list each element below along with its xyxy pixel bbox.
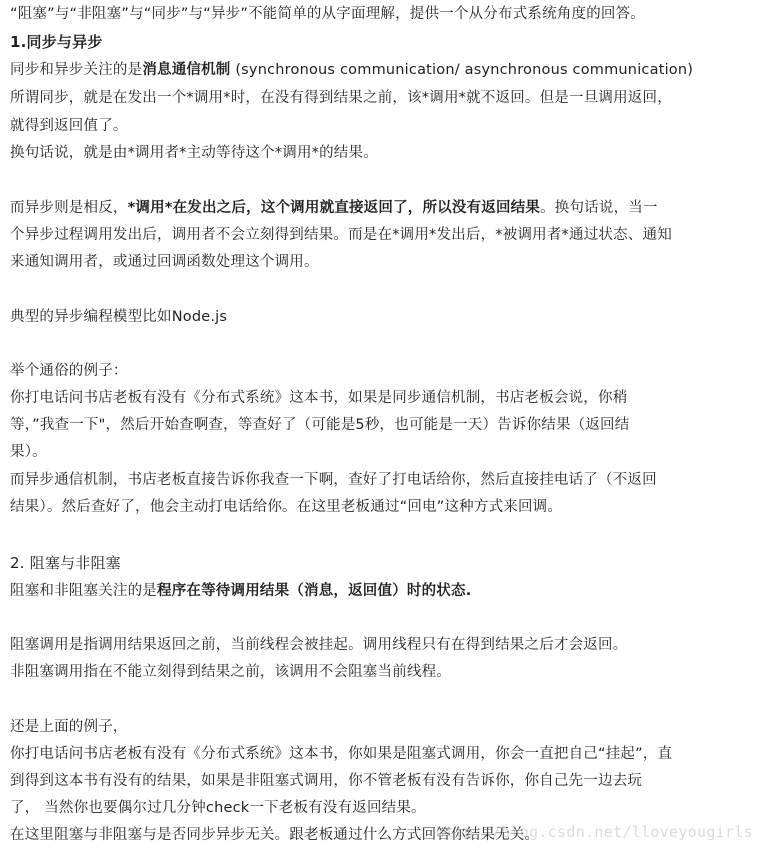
paragraph-line: 就得到返回值了。 — [10, 118, 128, 134]
paragraph-line: 而异步通信机制，书店老板直接告诉你我查一下啊，查好了打电话给你，然后直接挂电话了（不返回 — [10, 472, 657, 488]
text-span: 阻塞和非阻塞关注的是 — [10, 583, 157, 599]
paragraph-line — [10, 60, 693, 80]
text-span: 而异步则是相反， — [10, 200, 128, 216]
paragraph-line — [10, 581, 471, 601]
paragraph-line: 来通知调用者，或通过回调函数处理这个调用。 — [10, 254, 319, 270]
text-span: 。换句话说，当一 — [540, 200, 658, 216]
paragraph-line: 在这里阻塞与非阻塞与是否同步异步无关。跟老板通过什么方式回答你结果无关。 — [10, 827, 540, 843]
section-heading-blocking: 2. 阻塞与非阻塞 — [10, 554, 121, 572]
paragraph-line: 个异步过程调用发出后，调用者不会立刻得到结果。而是在*调用*发出后，*被调用者*通过状态、通知 — [10, 227, 672, 243]
paragraph-line: 你打电话问书店老板有没有《分布式系统》这本书，你如果是阻塞式调用，你会一直把自己“挂起”，直 — [10, 746, 673, 762]
paragraph-line: 非阻塞调用指在不能立刻得到结果之前，该调用不会阻塞当前线程。 — [10, 664, 451, 680]
watermark: http://blog.csdn.net/lloveyougirls — [435, 823, 753, 841]
paragraph-line: 所谓同步，就是在发出一个*调用*时，在没有得到结果之前，该*调用*就不返回。但是一旦调用返回， — [10, 90, 672, 106]
paragraph-line — [10, 198, 658, 218]
bold-text: 程序在等待调用结果（消息，返回值）时的状态. — [157, 583, 472, 599]
paragraph-line: 举个通俗的例子： — [10, 363, 128, 379]
paragraph-line: 等，”我查一下"，然后开始查啊查，等查好了（可能是5秒，也可能是一天）告诉你结果（返回结 — [10, 417, 630, 433]
paragraph-line: 果）。 — [10, 444, 47, 460]
text-span: 同步和异步关注的是 — [10, 62, 143, 78]
paragraph-line: 了， 当然你也要偶尔过几分钟check一下老板有没有返回结果。 — [10, 800, 426, 816]
text-span: (synchronous communication/ asynchronous communication) — [230, 62, 694, 78]
paragraph-line: 还是上面的例子， — [10, 719, 128, 735]
paragraph-line: 结果）。然后查好了，他会主动打电话给你。在这里老板通过“回电”这种方式来回调。 — [10, 499, 563, 515]
paragraph-line: 到得到这本书有没有的结果，如果是非阻塞式调用，你不管老板有没有告诉你，你自己先一边去玩 — [10, 773, 643, 789]
paragraph-line: 换句话说，就是由*调用者*主动等待这个*调用*的结果。 — [10, 145, 378, 161]
bold-text: *调用*在发出之后，这个调用就直接返回了，所以没有返回结果 — [127, 200, 541, 216]
intro-line: “阻塞”与“非阻塞”与“同步”与“异步”不能简单的从字面理解，提供一个从分布式系统角度的回答。 — [10, 6, 645, 22]
paragraph-line: 阻塞调用是指调用结果返回之前，当前线程会被挂起。调用线程只有在得到结果之后才会返回。 — [10, 637, 628, 653]
paragraph-line: 典型的异步编程模型比如Node.js — [10, 309, 228, 325]
paragraph-line: 你打电话问书店老板有没有《分布式系统》这本书，如果是同步通信机制，书店老板会说，你稍 — [10, 390, 628, 406]
section-heading-sync-async: 1.同步与异步 — [10, 33, 103, 51]
bold-text: 消息通信机制 — [142, 62, 231, 78]
